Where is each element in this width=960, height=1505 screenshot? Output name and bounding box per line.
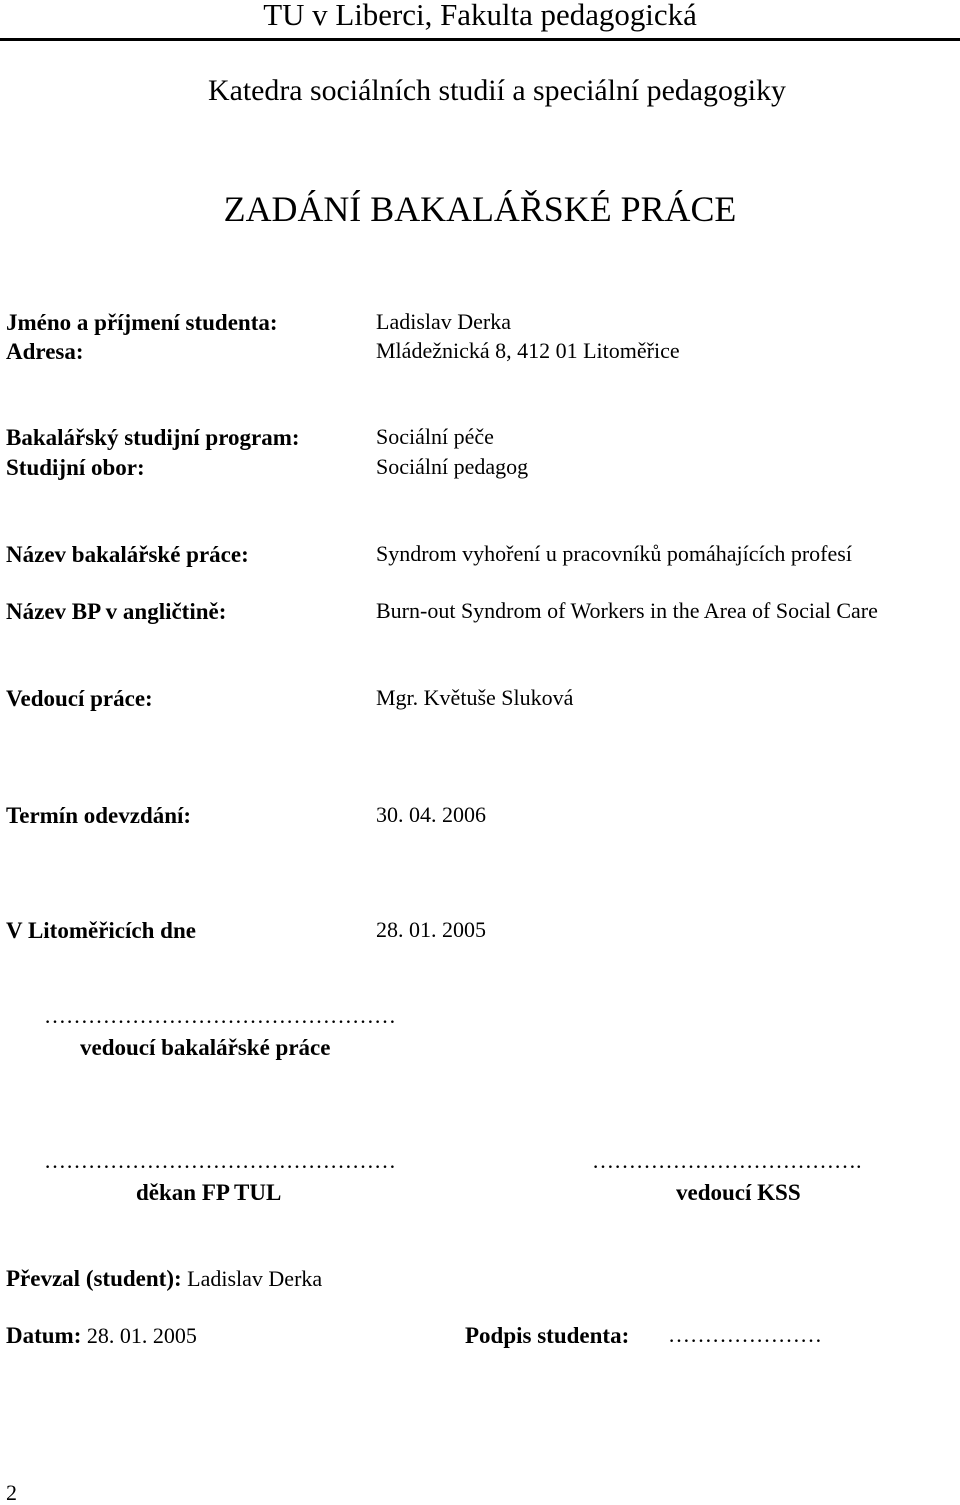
thesis-en-value: Burn-out Syndrom of Workers in the Area of Social Care xyxy=(376,598,878,623)
supervisor-value: Mgr. Květuše Sluková xyxy=(376,685,574,710)
date-label: Datum: xyxy=(6,1323,82,1348)
program-label: Bakalářský studijní program: xyxy=(6,425,300,450)
department-heading: Katedra sociálních studií a speciální pedagogiky xyxy=(208,74,786,107)
place-label: V Litoměřicích dne xyxy=(6,918,196,943)
field-value: Sociální pedagog xyxy=(376,454,529,479)
received-value: Ladislav Derka xyxy=(187,1266,323,1291)
thesis-en-label: Název BP v angličtině: xyxy=(6,599,227,624)
thesis-label: Název bakalářské práce: xyxy=(6,542,249,567)
student-value: Ladislav Derka xyxy=(376,309,511,334)
university-heading: TU v Liberci, Fakulta pedagogická xyxy=(263,0,697,32)
deadline-value: 30. 04. 2006 xyxy=(376,802,486,827)
address-label: Adresa: xyxy=(6,339,84,364)
deadline-label: Termín odevzdání: xyxy=(6,803,192,828)
document-title: ZADÁNÍ BAKALÁŘSKÉ PRÁCE xyxy=(223,189,737,229)
supervisor-signature-label: vedoucí bakalářské práce xyxy=(80,1035,331,1060)
place-value: 28. 01. 2005 xyxy=(376,917,486,942)
date-value: 28. 01. 2005 xyxy=(86,1323,197,1348)
head-signature-label: vedoucí KSS xyxy=(676,1180,801,1205)
received-label: Převzal (student): xyxy=(6,1266,182,1291)
page-number: 2 xyxy=(6,1480,17,1505)
thesis-value: Syndrom vyhoření u pracovníků pomáhajících profesí xyxy=(376,541,852,566)
header-divider xyxy=(0,38,960,41)
received-line xyxy=(6,1267,322,1290)
dean-signature-line: ………………………………………… xyxy=(44,1148,396,1173)
student-label: Jméno a příjmení studenta: xyxy=(6,310,278,335)
supervisor-signature-line: ………………………………………… xyxy=(44,1003,396,1028)
field-label: Studijní obor: xyxy=(6,455,145,480)
date-line xyxy=(6,1324,197,1347)
dean-signature-label: děkan FP TUL xyxy=(136,1180,282,1205)
program-value: Sociální péče xyxy=(376,424,494,449)
student-signature-label: Podpis studenta: xyxy=(465,1323,630,1348)
student-signature-line: ………………… xyxy=(668,1322,822,1347)
supervisor-label: Vedoucí práce: xyxy=(6,686,153,711)
address-value: Mládežnická 8, 412 01 Litoměřice xyxy=(376,338,680,363)
head-signature-line: ………………………………. xyxy=(592,1148,862,1173)
